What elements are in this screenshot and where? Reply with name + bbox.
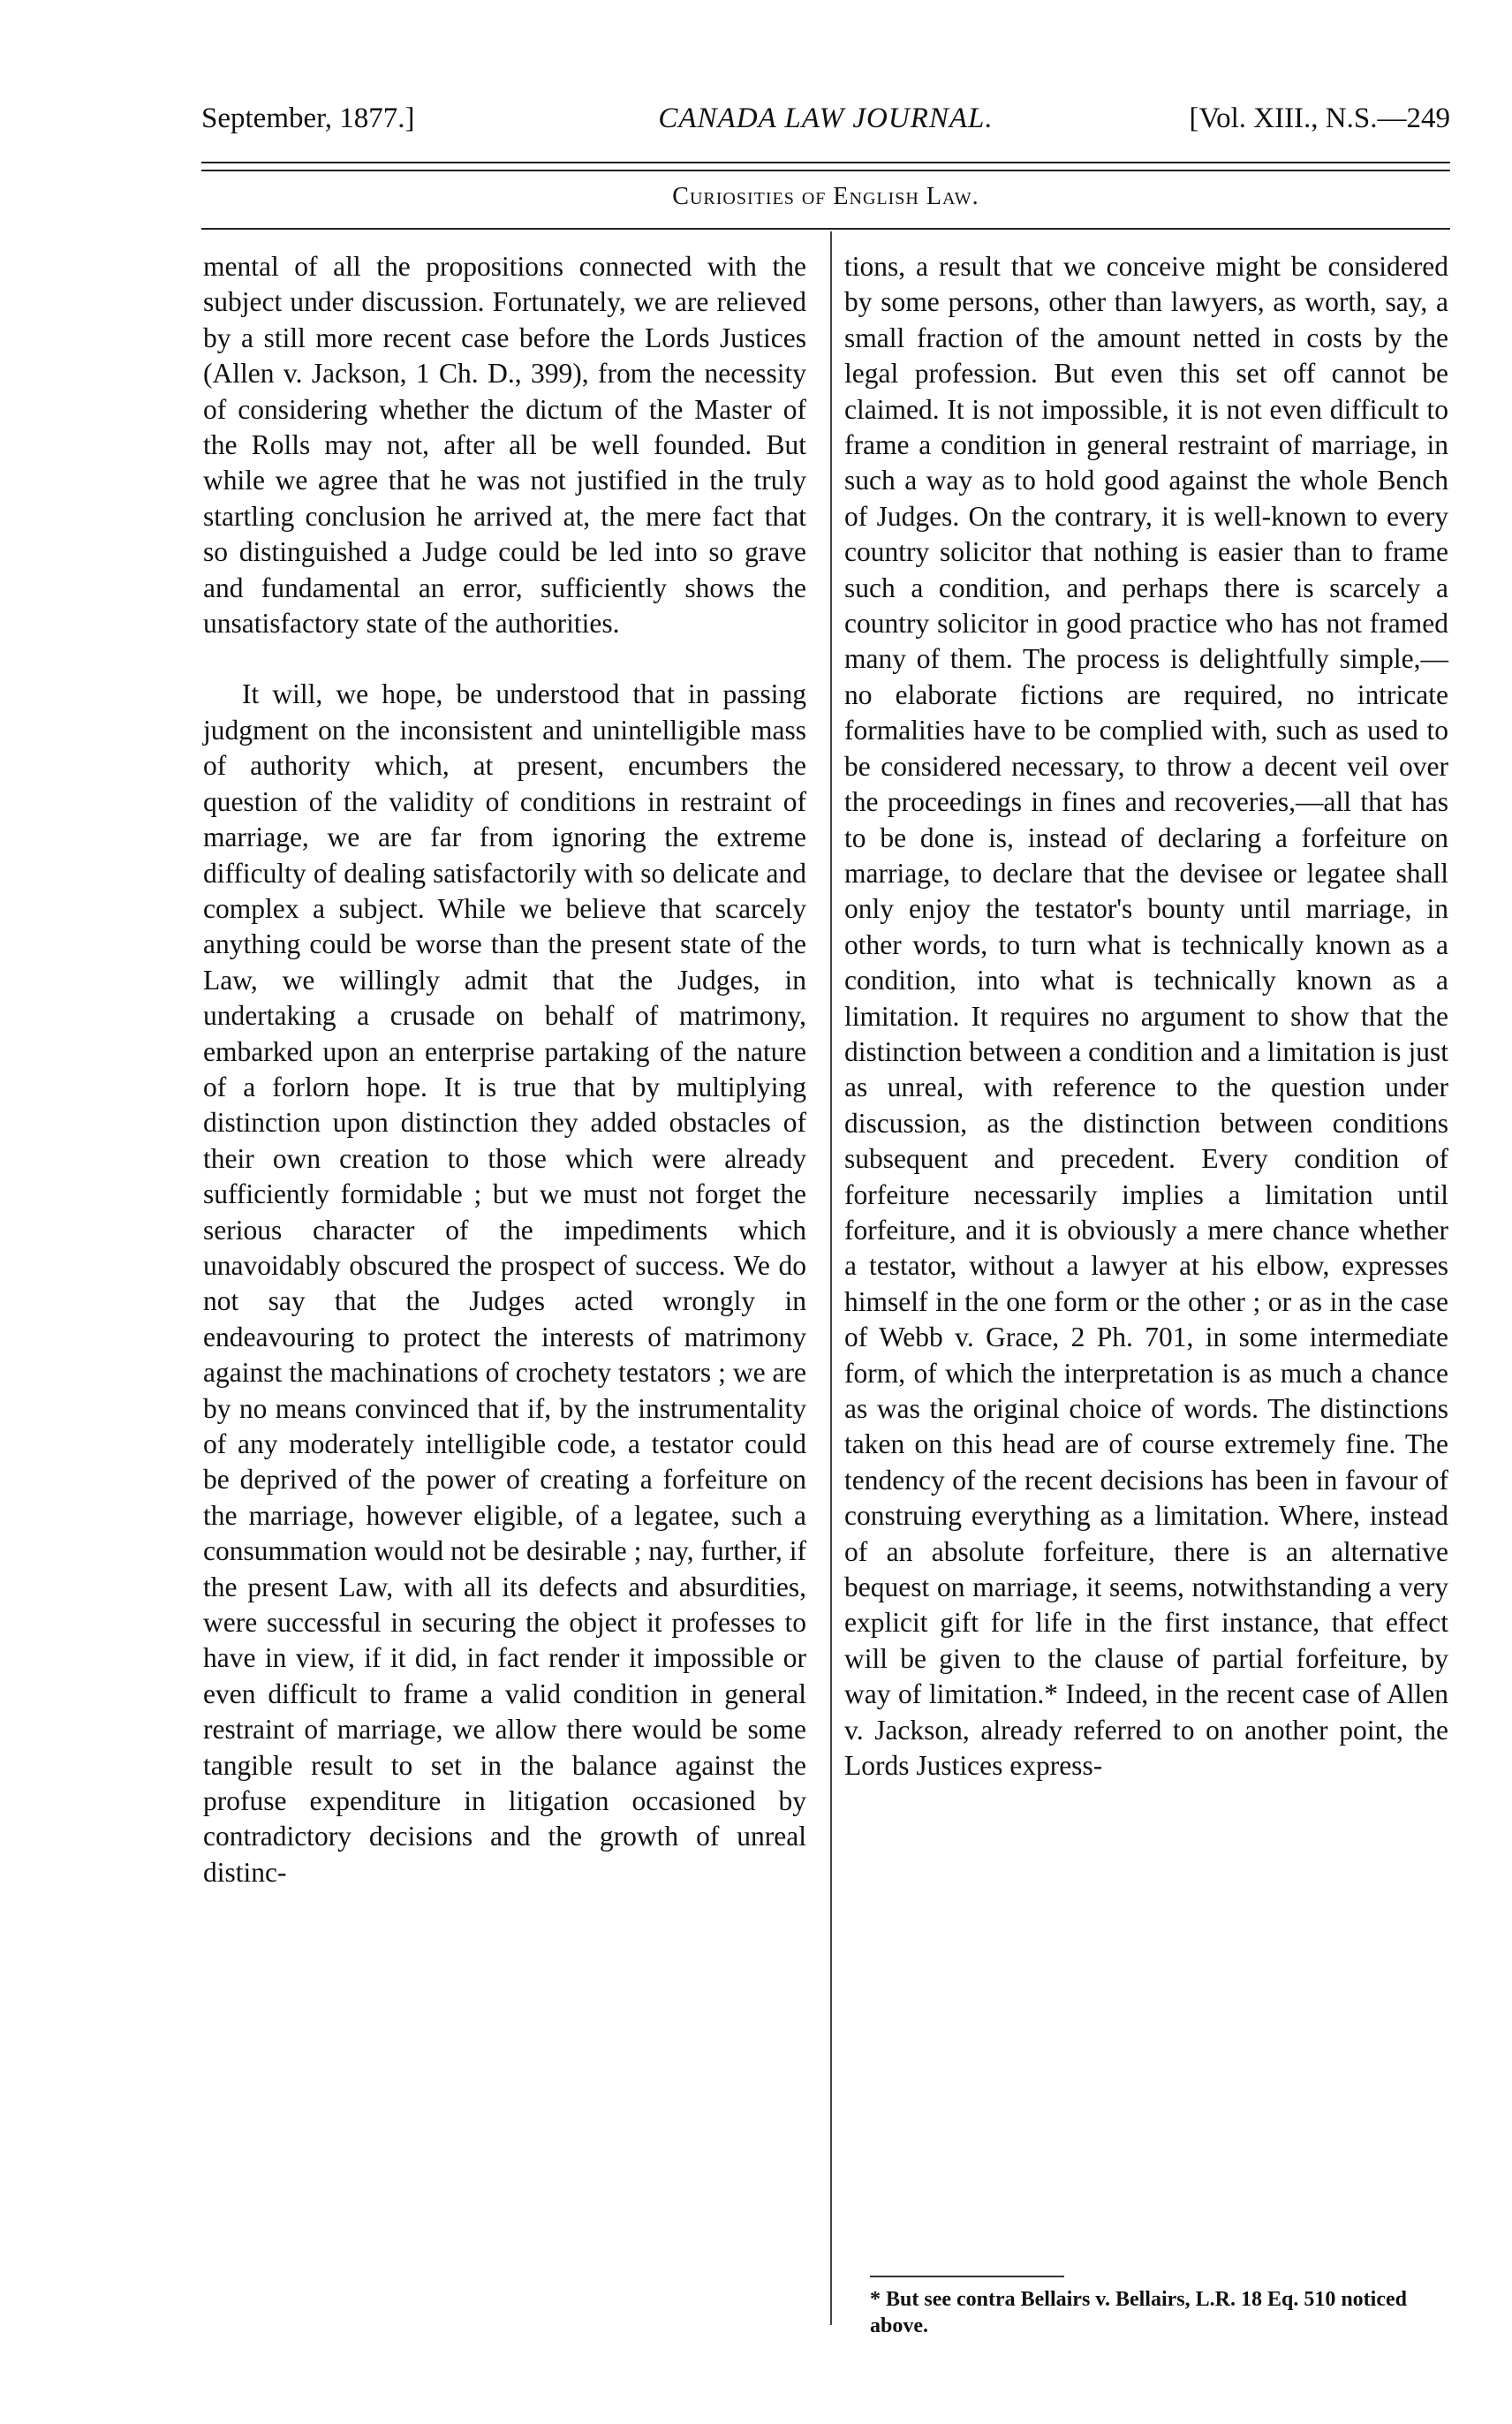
running-head — [201, 92, 1450, 145]
left-column — [203, 249, 806, 1890]
header-double-rule — [201, 162, 1450, 171]
column-divider — [830, 231, 832, 2325]
right-paragraph-1: tions, a result that we conceive might be considered by some persons, other than lawyers, as worth, say, a small fraction of the amount netted in costs by the legal profession. But even this set off cannot be claimed. It is not impossible, it is not even difficult to frame a condition in general restraint of marriage, in such a way as to hold good against the whole Bench of Judges. On the contrary, it is well-known to every country solicitor that nothing is easier than to frame such a condition, and perhaps there is scarcely a country solicitor in good practice who has not framed many of them. The process is delightfully simple,—no elaborate fictions are required, no intricate formalities have to be complied with, such as used to be considered necessary, to throw a decent veil over the proceedings in fines and recoveries,—all that has to be done is, instead of declaring a forfeiture on marriage, to declare that the devisee or legatee shall only enjoy the testator's bounty until marriage, in other words, to turn what is technically known as a condition, into what is technically known as a limitation. It requires no argument to show that the distinction between a condition and a limitation is just as unreal, with reference to the question under discussion, as the distinction between conditions subsequent and precedent. Every condition of forfeiture necessarily implies a limitation until forfeiture, and it is obviously a mere chance whether a testator, without a lawyer at his elbow, expresses himself in the one form or the other ; or as in the case of Webb v. Grace, 2 Ph. 701, in some intermediate form, of which the interpretation is as much a chance as was the original choice of words. The distinctions taken on this head are of course extremely fine. The tendency of the recent decisions has been in favour of construing everything as a limitation. Where, instead of an absolute forfeiture, there is an alternative bequest on marriage, it seems, notwithstanding a very explicit gift for life in the first instance, that effect will be given to the clause of partial forfeiture, by way of limitation.* Indeed, in the recent case of Allen v. Jackson, already referred to on another point, the Lords Justices express- — [844, 251, 1448, 1782]
left-paragraph-2: It will, we hope, be understood that in passing judgment on the inconsistent and unintelligible mass of authority which, at present, encumbers the question of the validity of conditions in restraint of marriage, we are far from ignoring the extreme difficulty of dealing satisfactorily with so delicate and complex a subject. While we believe that scarcely anything could be worse than the present state of the Law, we willingly admit that the Judges, in undertaking a crusade on behalf of matrimony, embarked upon an enterprise partaking of the nature of a forlorn hope. It is true that by multiplying distinction upon distinction they added obstacles of their own creation to those which were already sufficiently formidable ; but we must not forget the serious character of the impediments which unavoidably obscured the prospect of success. We do not say that the Judges acted wrongly in endeavouring to protect the interests of matrimony against the machinations of crochety testators ; we are by no means convinced that if, by the instrumentality of any moderately intelligible code, a testator could be deprived of the power of creating a forfeiture on the marriage, however eligible, of a legatee, such a consummation would not be desirable ; nay, further, if the present Law, with all its defects and absurdities, were successful in securing the object it professes to have in view, if it did, in fact render it impossible or even difficult to frame a valid condition in general restraint of marriage, we allow there would be some tangible result to set in the balance against the profuse expenditure in litigation occasioned by contradictory decisions and the growth of unreal distinc- — [203, 678, 806, 1888]
header-date: September, 1877.] — [201, 102, 415, 134]
left-paragraph-1: mental of all the propositions connected with the subject under discussion. Fortunately, we are relieved by a still more recent case before the Lords Justices (Allen v. Jackson, 1 Ch. D., 399), from the necessity of considering whether the dictum of the Master of the Rolls may not, after all be well founded. But while we agree that he was not justified in the truly startling conclusion he arrived at, the mere fact that so distinguished a Judge could be led into so grave and fundamental an error, sufficiently shows the unsatisfactory state of the authorities. — [203, 251, 806, 640]
section-title: Curiosities of English Law. — [672, 183, 979, 210]
header-volume-page: [Vol. XIII., N.S.—249 — [1189, 102, 1450, 134]
header-journal-title: CANADA LAW JOURNAL. — [658, 102, 994, 134]
footnote-rule — [870, 2276, 1064, 2277]
footnote: * But see contra Bellairs v. Bellairs, L.R. 18 Eq. 510 noticed above. — [870, 2288, 1407, 2337]
section-rule — [201, 228, 1450, 230]
right-column — [844, 249, 1448, 1784]
